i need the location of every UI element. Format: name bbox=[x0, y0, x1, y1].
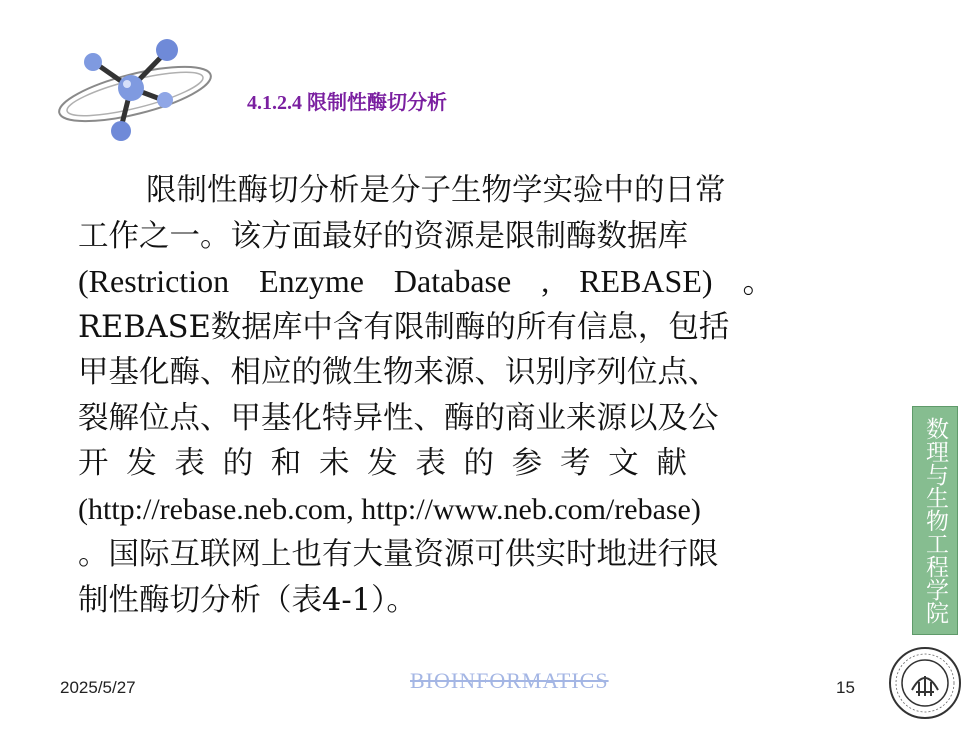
body-line: (Restriction Enzyme Database , REBASE) 。 bbox=[78, 263, 775, 299]
body-line: (http://rebase.neb.com, http://www.neb.com/rebase) bbox=[78, 492, 701, 526]
body-line: 限制性酶切分析是分子生物学实验中的日常 bbox=[146, 173, 726, 208]
molecule-icon bbox=[55, 38, 230, 148]
footer-brand: BIOINFORMATICS bbox=[410, 668, 609, 693]
body-line: REBASE数据库中含有限制酶的所有信息，包括 bbox=[78, 309, 730, 345]
college-side-label: 数理与生物工程学院 bbox=[912, 406, 958, 635]
body-line: 甲基化酶、相应的微生物来源、识别序列位点、 bbox=[78, 355, 719, 390]
university-seal-logo bbox=[888, 646, 962, 720]
body-line: 制性酶切分析（表4-1）。 bbox=[78, 582, 417, 618]
body-line: 工作之一。该方面最好的资源是限制酶数据库 bbox=[78, 218, 688, 254]
page-number: 15 bbox=[836, 678, 855, 697]
body-line: 裂解位点、甲基化特异性、酶的商业来源以及公 bbox=[78, 400, 719, 436]
body-line: 。国际互联网上也有大量资源可供实时地进行限 bbox=[78, 537, 719, 572]
body-paragraph bbox=[78, 168, 888, 623]
body-line: 开 发 表 的 和 未 发 表 的 参 考 文 献 bbox=[78, 446, 687, 481]
footer-date: 2025/5/27 bbox=[60, 678, 136, 697]
section-title: 4.1.2.4 限制性酶切分析 bbox=[247, 92, 447, 114]
